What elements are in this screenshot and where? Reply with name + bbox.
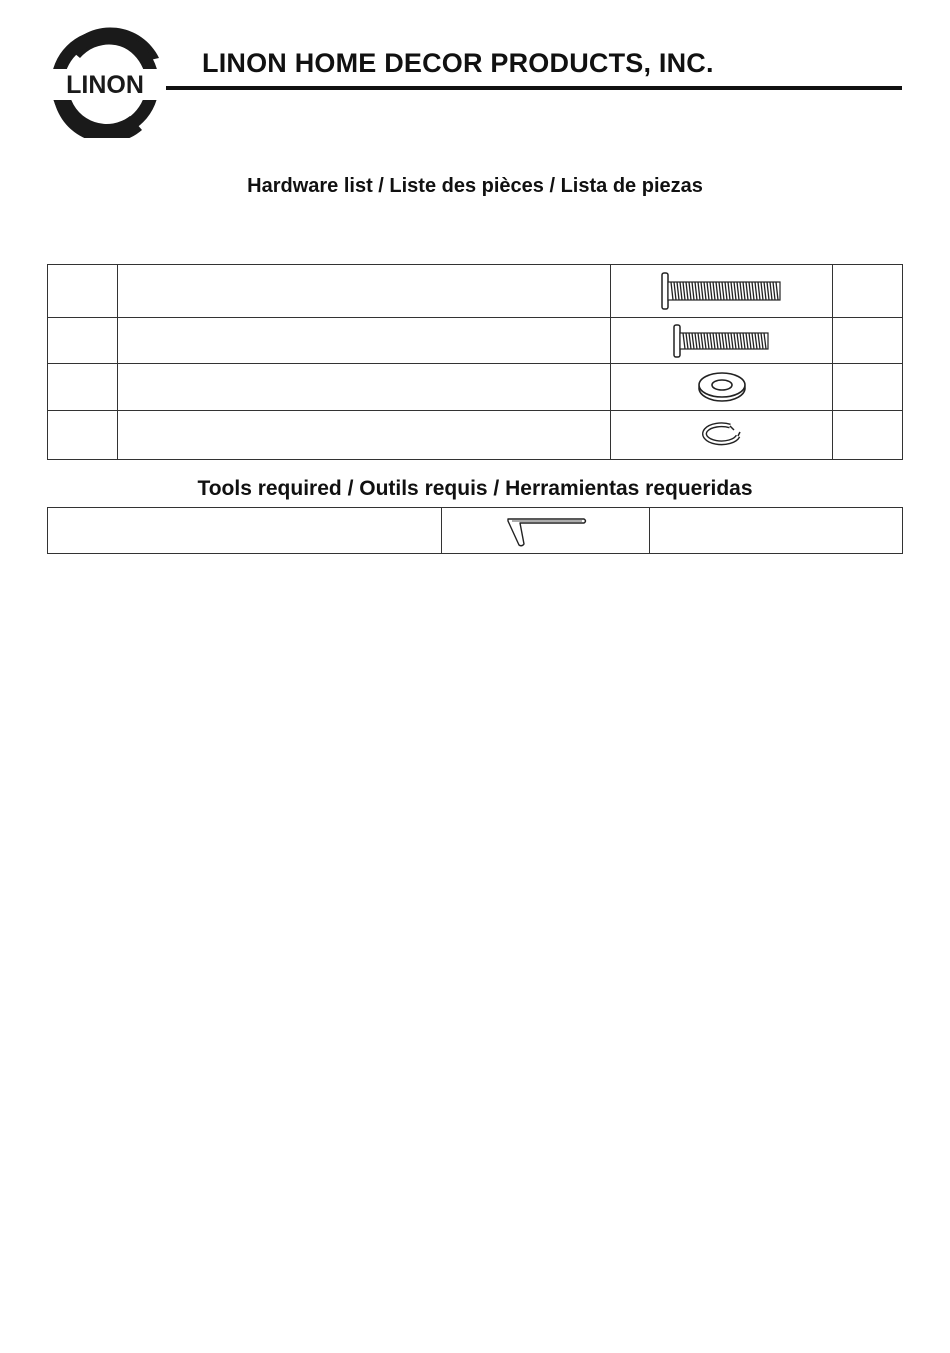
tool-quantity-cell bbox=[650, 508, 903, 554]
tools-table bbox=[47, 507, 903, 554]
logo-wordmark: LINON bbox=[66, 71, 144, 99]
header-rule bbox=[166, 86, 902, 90]
tool-image-cell bbox=[442, 508, 650, 554]
part-image-cell bbox=[611, 411, 833, 460]
long-bolt-icon bbox=[660, 271, 784, 311]
table-row bbox=[48, 411, 903, 460]
part-letter-cell bbox=[48, 364, 118, 411]
tool-description-cell bbox=[48, 508, 442, 554]
part-description-cell bbox=[118, 265, 611, 318]
part-image-cell bbox=[611, 364, 833, 411]
table-row bbox=[48, 364, 903, 411]
part-letter-cell bbox=[48, 318, 118, 364]
table-row bbox=[48, 318, 903, 364]
part-letter-cell bbox=[48, 411, 118, 460]
part-quantity-cell bbox=[833, 364, 903, 411]
part-description-cell bbox=[118, 411, 611, 460]
part-quantity-cell bbox=[833, 265, 903, 318]
part-description-cell bbox=[118, 318, 611, 364]
linon-logo bbox=[46, 26, 164, 138]
part-description-cell bbox=[118, 364, 611, 411]
company-name: LINON HOME DECOR PRODUCTS, INC. bbox=[202, 48, 714, 78]
flat-washer-icon bbox=[696, 370, 748, 404]
lock-washer-icon bbox=[700, 420, 744, 450]
short-bolt-icon bbox=[672, 323, 772, 359]
allen-key-icon bbox=[504, 514, 588, 548]
table-row bbox=[48, 265, 903, 318]
part-quantity-cell bbox=[833, 318, 903, 364]
hardware-table bbox=[47, 264, 903, 460]
table-row bbox=[48, 508, 903, 554]
part-image-cell bbox=[611, 265, 833, 318]
tools-required-title: Tools required / Outils requis / Herramientas requeridas bbox=[197, 477, 753, 500]
part-quantity-cell bbox=[833, 411, 903, 460]
part-image-cell bbox=[611, 318, 833, 364]
part-letter-cell bbox=[48, 265, 118, 318]
hardware-list-title: Hardware list / Liste des pièces / Lista de piezas bbox=[247, 175, 703, 197]
